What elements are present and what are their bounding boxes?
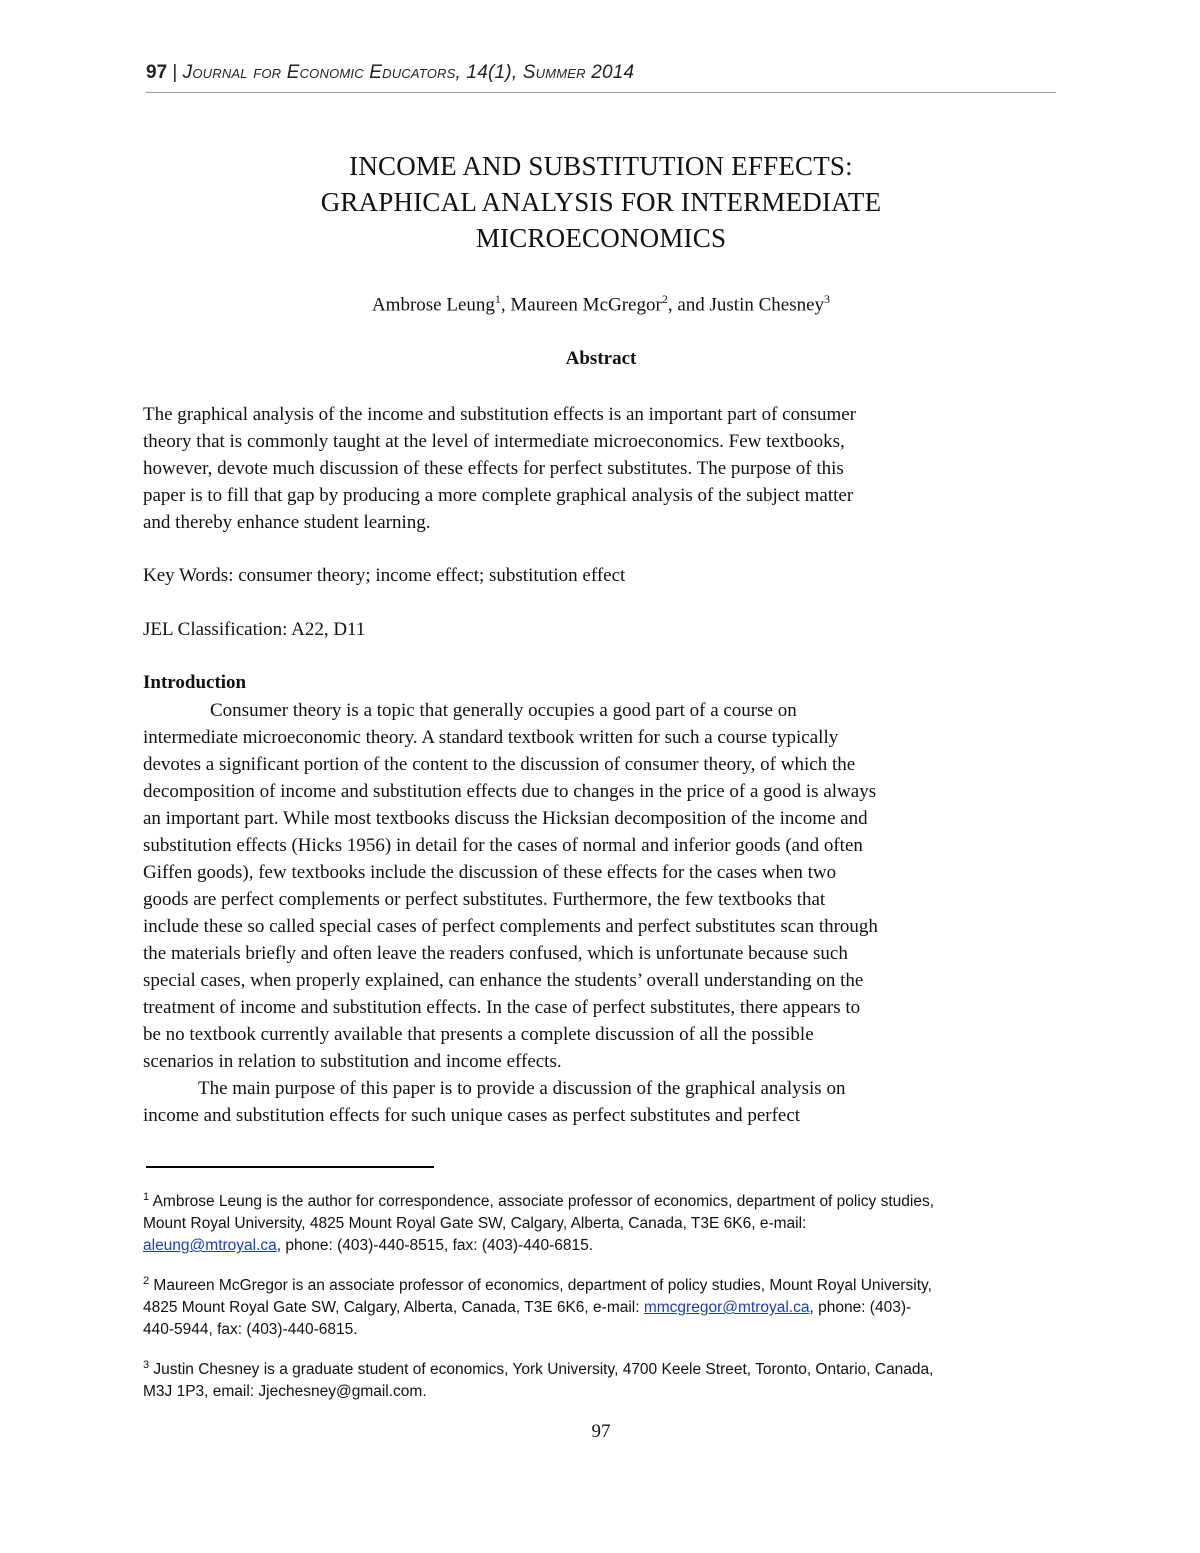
abstract-line: theory that is commonly taught at the level of intermediate microeconomics. Few textbooks, xyxy=(143,431,845,452)
intro-line: income and substitution effects for such unique cases as perfect substitutes and perfect xyxy=(143,1105,801,1126)
page-number-footer: 97 xyxy=(591,1421,611,1442)
footnote-1-contact: , phone: (403)-440-8515, fax: (403)-440-6815. xyxy=(276,1237,594,1255)
intro-line: the materials briefly and often leave the readers confused, which is unfortunate because such xyxy=(143,943,848,964)
jel-classification: JEL Classification: A22, D11 xyxy=(143,619,366,640)
title-line-3: MICROECONOMICS xyxy=(475,223,727,253)
intro-line: decomposition of income and substitution effects due to changes in the price of a good is always xyxy=(143,781,877,802)
footnote-2-mark: 2 xyxy=(143,1275,150,1287)
footnote-1-line-2: Mount Royal University, 4825 Mount Royal Gate SW, Calgary, Alberta, Canada, T3E 6K6, e-mail: xyxy=(143,1215,807,1233)
footnote-2-address: 4825 Mount Royal Gate SW, Calgary, Alberta, Canada, T3E 6K6, e-mail: xyxy=(143,1299,644,1317)
abstract-line: paper is to fill that gap by producing a more complete graphical analysis of the subject matter xyxy=(143,485,854,506)
keywords: Key Words: consumer theory; income effect; substitution effect xyxy=(143,565,626,586)
intro-line: treatment of income and substitution effects. In the case of perfect substitutes, there appears to xyxy=(143,997,861,1018)
intro-line: goods are perfect complements or perfect substitutes. Furthermore, the few textbooks that xyxy=(143,889,826,910)
intro-line: Giffen goods), few textbooks include the discussion of these effects for the cases when two xyxy=(143,862,837,883)
intro-line: include these so called special cases of perfect complements and perfect substitutes scan through xyxy=(143,916,878,937)
footnote-1-text: Ambrose Leung is the author for correspondence, associate professor of economics, department of policy studies, xyxy=(149,1193,935,1211)
author-list xyxy=(146,292,1056,316)
abstract-body xyxy=(143,401,1058,536)
footnote-1-mark: 1 xyxy=(143,1191,150,1203)
intro-line: devotes a significant portion of the content to the discussion of consumer theory, of which the xyxy=(143,754,856,775)
footnote-separator xyxy=(146,1166,434,1168)
intro-line: Consumer theory is a topic that generally occupies a good part of a course on xyxy=(210,700,797,721)
introduction-body xyxy=(143,697,1058,1129)
intro-line: intermediate microeconomic theory. A standard textbook written for such a course typically xyxy=(143,727,839,748)
intro-line: an important part. While most textbooks discuss the Hicksian decomposition of the income and xyxy=(143,808,868,829)
author-3-footnote-mark: 3 xyxy=(824,292,831,306)
title-line-2: GRAPHICAL ANALYSIS FOR INTERMEDIATE xyxy=(320,187,882,217)
abstract-line: The graphical analysis of the income and substitution effects is an important part of consumer xyxy=(143,404,857,425)
intro-line: special cases, when properly explained, can enhance the students’ overall understanding on the xyxy=(143,970,864,991)
intro-line: The main purpose of this paper is to provide a discussion of the graphical analysis on xyxy=(198,1078,846,1099)
intro-line: scenarios in relation to substitution and income effects. xyxy=(143,1051,562,1072)
intro-line: be no textbook currently available that presents a complete discussion of all the possible xyxy=(143,1024,814,1045)
title-line-1: INCOME AND SUBSTITUTION EFFECTS: xyxy=(349,151,853,181)
footnote-3-line-2: M3J 1P3, email: Jjechesney@gmail.com. xyxy=(143,1383,427,1401)
introduction-heading: Introduction xyxy=(143,672,247,693)
footnote-2-line-3: 440-5944, fax: (403)-440-6815. xyxy=(143,1321,358,1339)
author-1-footnote-mark: 1 xyxy=(494,292,501,306)
paper-title xyxy=(146,148,1056,256)
author-2-footnote-mark: 2 xyxy=(661,292,668,306)
footnote-1 xyxy=(143,1186,1058,1257)
author-separator: , and xyxy=(667,294,710,316)
footnote-2-text: Maureen McGregor is an associate professor of economics, department of policy studies, Mount Royal University, xyxy=(149,1277,932,1295)
footnote-2-phone: , phone: (403)- xyxy=(809,1299,912,1317)
abstract-heading: Abstract xyxy=(565,348,637,369)
header-rule xyxy=(146,92,1056,93)
intro-line: substitution effects (Hicks 1956) in detail for the cases of normal and inferior goods (and often xyxy=(143,835,863,856)
author-separator: , xyxy=(500,294,511,316)
footnote-1-email-link[interactable]: aleung@mtroyal.ca xyxy=(143,1237,277,1255)
footnote-2 xyxy=(143,1270,1058,1341)
header-page-number: 97 xyxy=(146,62,168,83)
footnote-3 xyxy=(143,1354,1058,1403)
header-separator: | xyxy=(167,62,183,83)
running-header xyxy=(146,62,1056,84)
author-2: Maureen McGregor xyxy=(510,294,662,316)
footnote-2-email-link[interactable]: mmcgregor@mtroyal.ca xyxy=(643,1299,810,1317)
abstract-line: and thereby enhance student learning. xyxy=(143,512,431,533)
footnote-3-mark: 3 xyxy=(143,1359,150,1371)
footnote-3-text: Justin Chesney is a graduate student of economics, York University, 4700 Keele Street, Toronto, Ontario, Canada, xyxy=(149,1361,934,1379)
author-3: Justin Chesney xyxy=(709,294,825,316)
abstract-line: however, devote much discussion of these effects for perfect substitutes. The purpose of this xyxy=(143,458,844,479)
journal-citation: Journal for Economic Educators, 14(1), Summer 2014 xyxy=(182,62,635,83)
author-1: Ambrose Leung xyxy=(371,294,495,316)
